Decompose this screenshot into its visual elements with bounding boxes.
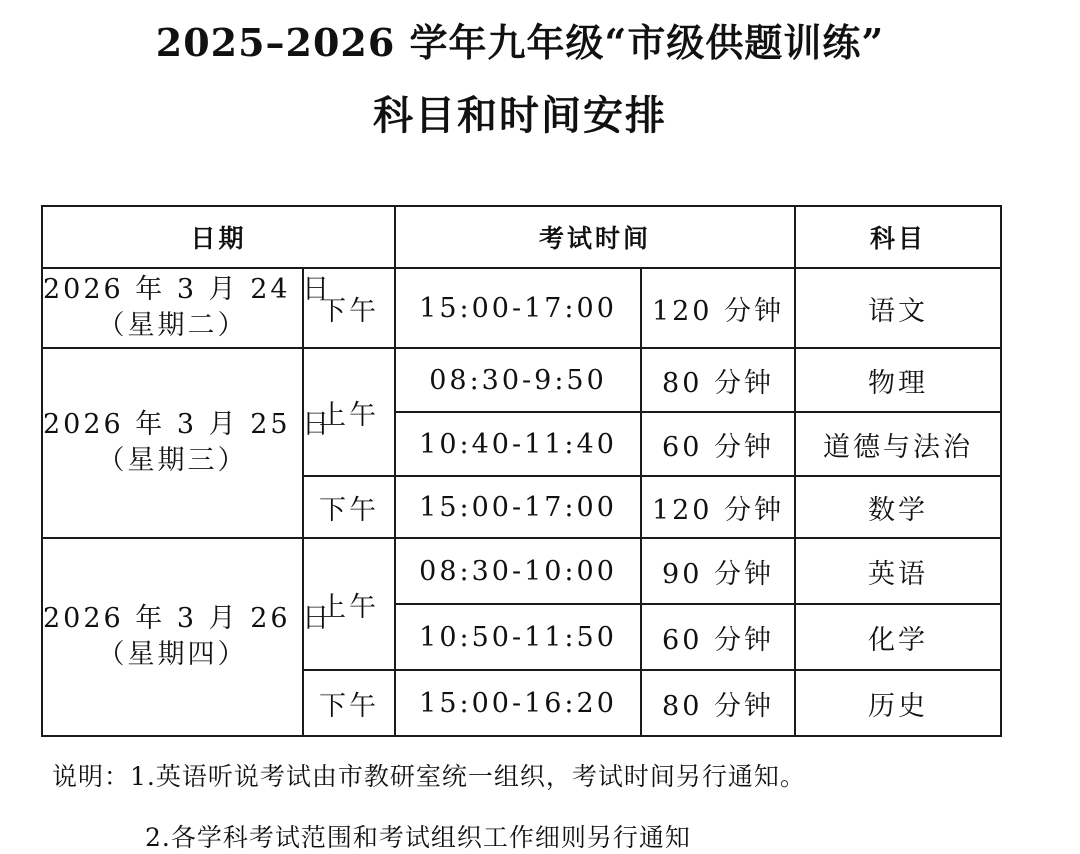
duration-cell: 90 分钟 [641,538,795,604]
period-cell: 上午 [303,538,395,670]
weekday-text: （星期四） [97,639,248,670]
subject-cell: 语文 [795,268,1001,348]
document-title-line2: 科目和时间安排 [373,92,667,139]
date-text: 2026 年 3 月 24 日 [43,274,333,305]
date-cell [42,268,333,348]
duration-cell: 120 分钟 [641,476,795,538]
subject-cell: 数学 [795,476,1001,538]
weekday-text: （星期二） [97,310,248,341]
header-subject: 科目 [795,206,1001,268]
time-cell: 15:00-17:00 [395,268,641,348]
note-line-2: 2.各学科考试范围和考试组织工作细则另行通知 [145,823,691,852]
time-cell: 08:30-10:00 [395,538,641,604]
period-cell: 上午 [303,348,395,476]
table-row [42,538,1001,604]
time-cell: 10:50-11:50 [395,604,641,670]
note-line-1: 说明：1.英语听说考试由市教研室统一组织，考试时间另行通知。 [52,762,806,791]
duration-cell: 120 分钟 [641,268,795,348]
header-date: 日期 [42,206,395,268]
time-cell: 10:40-11:40 [395,412,641,476]
date-cell [42,538,333,736]
subject-cell: 物理 [795,348,1001,412]
time-cell: 15:00-17:00 [395,476,641,538]
date-cell [42,348,333,538]
time-cell: 15:00-16:20 [395,670,641,736]
period-cell: 下午 [303,476,395,538]
table-row [42,348,1001,412]
subject-cell: 英语 [795,538,1001,604]
date-text: 2026 年 3 月 26 日 [43,603,333,634]
duration-cell: 80 分钟 [641,348,795,412]
subject-cell: 道德与法治 [795,412,1001,476]
duration-cell: 60 分钟 [641,412,795,476]
duration-cell: 80 分钟 [641,670,795,736]
time-cell: 08:30-9:50 [395,348,641,412]
document-title-line1: 2025–2026 学年九年级“市级供题训练” [155,20,885,65]
table-row [42,268,1001,348]
subject-cell: 化学 [795,604,1001,670]
exam-schedule-table [41,205,1002,737]
duration-cell: 60 分钟 [641,604,795,670]
date-text: 2026 年 3 月 25 日 [43,409,333,440]
period-cell: 下午 [303,670,395,736]
table-header-row [42,206,1001,268]
weekday-text: （星期三） [97,445,248,476]
header-exam-time: 考试时间 [395,206,795,268]
subject-cell: 历史 [795,670,1001,736]
period-cell: 下午 [303,268,395,348]
